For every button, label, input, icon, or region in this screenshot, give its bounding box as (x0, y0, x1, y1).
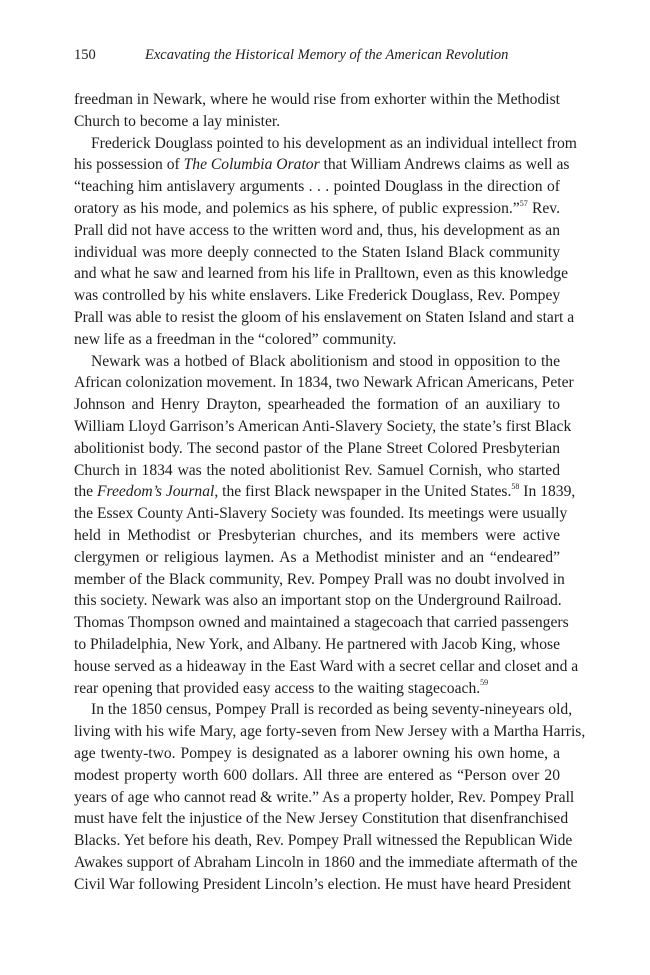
footnote-marker: 59 (480, 678, 489, 688)
text-line: new life as a freedman in the “colored” community. (74, 330, 397, 348)
body-text (74, 89, 586, 895)
footnote-marker: 57 (519, 198, 528, 208)
text-line: Thomas Thompson owned and maintained a stagecoach that carried passengers (74, 614, 569, 632)
text-line: this society. Newark was also an important stop on the Underground Railroad. (74, 592, 562, 610)
text-line: Prall did not have access to the written word and, thus, his development as an (74, 221, 560, 239)
text-line: Johnson and Henry Drayton, spearheaded the formation of an auxiliary to (74, 396, 560, 414)
running-title: Excavating the Historical Memory of the American Revolution (145, 47, 509, 63)
text-line: member of the Black community, Rev. Pompey Prall was no doubt involved in (74, 570, 565, 588)
text-line: Awakes support of Abraham Lincoln in 1860 and the immediate aftermath of the (74, 853, 578, 871)
page-number: 150 (74, 47, 96, 63)
text-line: and what he saw and learned from his life in Pralltown, even as this knowledge (74, 265, 569, 283)
text-line: his possession of The Columbia Orator that William Andrews claims as well as (74, 156, 570, 174)
text-line: “teaching him antislavery arguments . . . pointed Douglass in the direction of (74, 178, 560, 196)
text-line: individual was more deeply connected to the Staten Island Black community (74, 243, 560, 261)
running-head (74, 46, 560, 64)
newspaper-title: Freedom’s Journal (96, 483, 215, 501)
text-line: the Freedom’s Journal, the first Black newspaper in the United States.$^{58}$ In 1839, (74, 482, 576, 501)
text-line: to Philadelphia, New York, and Albany. He partnered with Jacob King, whose (74, 635, 560, 653)
paragraph (74, 351, 579, 700)
text-line: Blacks. Yet before his death, Rev. Pompey Prall witnessed the Republican Wide (74, 832, 573, 850)
text-line: Church in 1834 was the noted abolitionist Rev. Samuel Cornish, who started (74, 461, 560, 479)
text-line: In the 1850 census, Pompey Prall is recorded as being seventy-nineyears old, (91, 701, 573, 719)
text-line: age twenty-two. Pompey is designated as a laborer owning his own home, a (74, 744, 560, 762)
text-line: Frederick Douglass pointed to his development as an individual intellect from (91, 134, 577, 152)
text-line: modest property worth 600 dollars. All three are entered as “Person over 20 (74, 766, 560, 784)
text-line: living with his wife Mary, age forty-seven from New Jersey with a Martha Harris, (74, 723, 586, 741)
paragraph (74, 133, 577, 351)
text-line: William Lloyd Garrison’s American Anti-Slavery Society, the state’s first Black (74, 417, 572, 435)
paragraph (74, 89, 560, 133)
text-line: Civil War following President Lincoln’s election. He must have heard President (74, 875, 571, 893)
text-line: abolitionist body. The second pastor of the Plane Street Colored Presbyterian (74, 439, 560, 457)
text-line: years of age who cannot read & write.” As a property holder, Rev. Pompey Prall (74, 788, 575, 806)
paragraph (74, 699, 586, 895)
text-line: the Essex County Anti-Slavery Society was founded. Its meetings were usually (74, 505, 568, 523)
text-line: house served as a hideaway in the East Ward with a secret cellar and closet and a (74, 657, 579, 675)
text-line: African colonization movement. In 1834, two Newark African Americans, Peter (74, 374, 574, 392)
text-line: must have felt the injustice of the New Jersey Constitution that disenfranchised (74, 810, 569, 828)
text-line: held in Methodist or Presbyterian churches, and its members were active (74, 526, 560, 544)
text-line: oratory as his mode, and polemics as his sphere, of public expression.”$^{57}$ Rev. (74, 198, 560, 217)
text-line: freedman in Newark, where he would rise from exhorter within the Methodist (74, 91, 560, 108)
text-line: Newark was a hotbed of Black abolitionism and stood in opposition to the (91, 352, 560, 370)
text-line: rear opening that provided easy access to the waiting stagecoach.$^{59}$ (74, 678, 489, 697)
text-line: was controlled by his white enslavers. Like Frederick Douglass, Rev. Pompey (74, 287, 561, 305)
book-title: The Columbia Orator (183, 156, 320, 174)
text-line: clergymen or religious laymen. As a Methodist minister and an “endeared” (74, 548, 560, 566)
footnote-marker: 58 (511, 482, 520, 492)
text-line: Church to become a lay minister. (74, 112, 281, 130)
text-line: Prall was able to resist the gloom of his enslavement on Staten Island and start a (74, 308, 575, 326)
